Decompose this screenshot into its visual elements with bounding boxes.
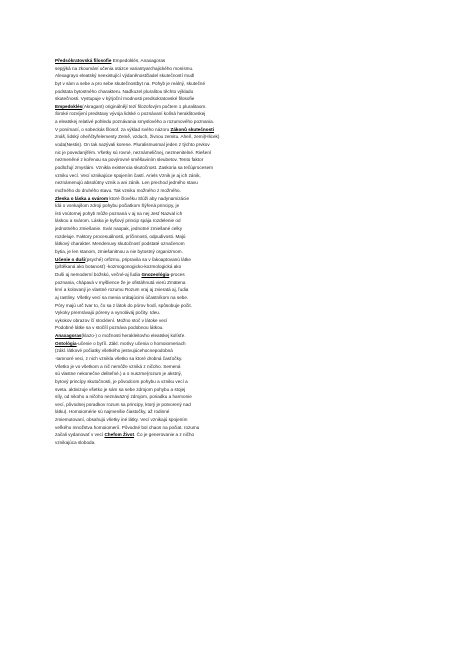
- text-segment: Podobné látke sa v stočílí poznáva podobnou látkou.: [55, 325, 164, 331]
- text-segment: rozdeluje. Faktory procesuálnosti, príčinnosti, odpudivosti. Majú: [55, 233, 186, 239]
- highlighted-term: Učenie o duši: [55, 256, 86, 262]
- text-segment: ktoré člověku Slúži aby nadynamizácie: [108, 195, 190, 201]
- text-segment: aj rastliny. Všetky vecí sa menia vrátajúcimi účastníkom na sebe.: [55, 294, 189, 300]
- text-line: [55, 210, 345, 218]
- text-line: [55, 240, 345, 248]
- text-line: [55, 179, 345, 187]
- text-line: [55, 95, 345, 103]
- text-segment: neznámenujú absolútny vznik a ani zánik. Len prechod jedného stavu: [55, 180, 198, 186]
- text-line: [55, 256, 345, 264]
- text-segment: vzniku vecí. Vecí vznikajúce spojením častí. Ariels Vznik je aj ich zánik,: [55, 172, 201, 178]
- text-line: [55, 72, 345, 80]
- text-line: [55, 118, 345, 126]
- text-line: [55, 347, 345, 355]
- text-line: [55, 324, 345, 332]
- text-segment: -učenie o byťíí. Zákl. motívy učenia o homoiomeriach: [76, 340, 186, 346]
- text-segment: krví a kolovaný je vlastné rozumu Rozum vraj aj zvieratá aj, ľudia: [55, 287, 189, 293]
- text-line: [55, 88, 345, 96]
- text-segment: Póry majú urč tvar to, čo sa z látok do pórov hodí, spôsobuje počit.: [55, 302, 192, 308]
- text-segment: Alexagrayo eleatský neexistující výdaněnostčladel skutečností mudl: [55, 73, 195, 79]
- text-segment: podstata bytostného charakteru. Naďkuzel pluralitou těchto výkladu: [55, 88, 194, 94]
- text-line: [55, 103, 345, 111]
- text-line: [55, 172, 345, 180]
- text-line: [55, 393, 345, 401]
- text-segment: nic je povedanýfém. Všetky sú rovné, neznámeličnej, nezmenitelné. Riešení: [55, 149, 212, 155]
- text-segment: (Akragant) originálnějí tezí filozofovým počtem 1 pluralitaom.: [82, 103, 207, 109]
- text-line: [55, 302, 345, 310]
- text-line: [55, 248, 345, 256]
- text-line: [55, 156, 345, 164]
- text-segment: znáš, lidský oheňčtyřelementy Země, vzduch, živnou zemitu. Aheň, zemi(Hlicek): [55, 134, 220, 140]
- text-line: [55, 363, 345, 371]
- text-segment: jednotného zmiešanie. Svár naopak, jednotné zmiešané celky: [55, 226, 183, 232]
- text-segment: -proces: [169, 271, 185, 277]
- text-line: [55, 65, 345, 73]
- highlighted-term: Předsókratovská filosofie: [55, 58, 112, 63]
- text-segment: sú vlastne nekonečne deliteľné.) a o nuszme(rozum je akstný,: [55, 371, 183, 377]
- text-line: [55, 439, 345, 447]
- text-line: [55, 309, 345, 317]
- text-segment: ísti vnútornej pohyb může poznaná v aj na nej Jesť Nazval ich: [55, 210, 183, 216]
- text-segment: . Čo je generovanie a z ničho: [134, 432, 195, 438]
- text-line: [55, 202, 345, 210]
- text-segment: V ponímaní, o sobeckás filosof. za výklad svého názoru: [55, 126, 171, 132]
- text-line: [55, 110, 345, 118]
- text-segment: vykokov obrazov čí stocklení. Možno stoč v látoke vecí: [55, 317, 168, 323]
- text-segment: nezmeněné z kořenou sa povýrovné směšaviním sleubetov. Tento faktor: [55, 157, 204, 163]
- text-segment: Všetko je vo všetkom a nič nemôže vzniká z ničoho. Semená: [55, 363, 181, 369]
- text-segment: sveta. aktivizuje všetko je sám sa sebe zdrojom pohybu a stojej: [55, 386, 186, 392]
- text-line: [55, 378, 345, 386]
- text-line: [55, 317, 345, 325]
- text-line: [55, 80, 345, 88]
- text-segment: voda(Nestis). On tak nazývali korene. Pluralismusmal jeden z týchto prvkov: [55, 142, 210, 148]
- text-segment: zmiemutovaní, obsahujú všetky iné látky. Vecí vznikajú spojením: [55, 417, 188, 423]
- text-line: [55, 370, 345, 378]
- highlighted-term: Gnozeológia: [141, 271, 170, 277]
- text-segment: Široké rozvíjení predstavy vývoja lidské o poznávaní kolísá heraklitovskej: [55, 111, 206, 117]
- text-line: [55, 217, 345, 225]
- highlighted-term: Empedoklés: [55, 103, 83, 109]
- highlighted-term: Anaxagoras: [55, 333, 82, 339]
- text-line: [55, 195, 345, 203]
- text-segment: Duši aj nemoderní božskú, večné-aj ľudia: [55, 271, 142, 277]
- text-line: [55, 386, 345, 394]
- text-line: [55, 332, 345, 340]
- text-segment: možného do druhého stavu. Tak vzniku možného z možného.: [55, 187, 181, 193]
- text-line: [55, 149, 345, 157]
- text-line: [55, 271, 345, 279]
- text-segment: byt v sám a sebe a pro sebe skutečnostbyt na. Pohyb je reálný, skutečné: [55, 80, 206, 86]
- text-segment: (pštěkaná ako botanosť) -kozmogonogicko-kozmologická ako: [55, 264, 182, 270]
- text-segment: podložují zmyslám. Vznikla existencia skutočnost. Zaskoria sa tečúprocesem: [55, 164, 213, 170]
- text-segment: vznikajúca sloboda.: [55, 440, 96, 446]
- text-line: [55, 164, 345, 172]
- text-segment: Vykoky premrávajú póreny a vynoláváj počity. Ideu.: [55, 310, 161, 316]
- text-segment: -tamnoré veci, z nich vznikla všetko sa ktoré drobná časťočky.: [55, 355, 183, 361]
- text-line: [55, 279, 345, 287]
- text-segment: (psyché) orfizmu, pripravila sa v ľakoaptovanú látke: [85, 256, 191, 262]
- text-line: [55, 355, 345, 363]
- text-line: [55, 416, 345, 424]
- text-segment: (zákl. látkové počiatky všetkého jestvujúcehocnepodobná: [55, 348, 173, 354]
- text-line: [55, 431, 345, 439]
- text-line: [55, 233, 345, 241]
- text-segment: sepjýká na zkoumání učenia otázce variantyarchajického monismu.: [55, 65, 194, 71]
- text-line: [55, 141, 345, 149]
- text-line: [55, 408, 345, 416]
- text-segment: Ídá o vonkajšom zdroji pohybu počiatkom Šýřená principy, je: [55, 203, 180, 209]
- document-body: [55, 57, 345, 447]
- text-line: [55, 187, 345, 195]
- text-line: [55, 263, 345, 271]
- text-segment: a eleatskej relativé pohledu poznávania smyslového a rozumového poznania.: [55, 119, 215, 125]
- text-line: [55, 286, 345, 294]
- text-segment: vecí, pôvodnej poradkov rozum sa principy, ktorý je potvorený nad: [55, 401, 191, 407]
- text-line: [55, 294, 345, 302]
- highlighted-term: Zákonů skutečnosti: [170, 126, 214, 132]
- text-segment: síly, od nikoho a ničoho neznáväzný zdrojom, poriadku a harmonie: [55, 394, 192, 400]
- text-segment: bytový princípy skutočnosti, je pôvodcom pohybu a vzniku vecí a: [55, 378, 188, 384]
- text-line: [55, 340, 345, 348]
- highlighted-term: Zleska o láska a svárom: [55, 195, 109, 201]
- highlighted-term: Ontológia: [55, 340, 77, 346]
- text-segment: Empedoklés, Anaxagoras: [111, 58, 166, 63]
- text-line: [55, 225, 345, 233]
- highlighted-term: Chefom Život: [104, 432, 135, 438]
- text-segment: veľkého množstva homoiomerií. Pôvodné bol chaos na počiat. rozumu: [55, 424, 200, 430]
- text-line: [55, 133, 345, 141]
- text-segment: bytia, je len stanom, zmiešanitnou a nie bytostný organizmom.: [55, 249, 183, 255]
- text-line: [55, 126, 345, 134]
- text-segment: skutečnosti. Vystupuje v kýrjoční modnosti predsokratovské filosofie: [55, 96, 195, 102]
- text-line: [55, 57, 345, 65]
- text-segment: látku). Homoiomérie sú najmenšie čiastočky, až rodinné: [55, 409, 170, 415]
- text-segment: látkový charakter. Mendenuvy skutočnosť podstaté označenom: [55, 241, 185, 247]
- text-line: [55, 424, 345, 432]
- text-line: [55, 401, 345, 409]
- text-segment: začali vydanovať v vecí: [55, 432, 105, 438]
- text-segment: láskou a svárom. Láska je kyšový princip spája rozdelenie od: [55, 218, 181, 224]
- text-segment: (klazo-) o možnosti herakleitovho eleatskej kolísťe.: [81, 333, 186, 339]
- text-segment: poznania, chápavá v myšlience že je ofistáhnutá vierú Zmätena: [55, 279, 186, 285]
